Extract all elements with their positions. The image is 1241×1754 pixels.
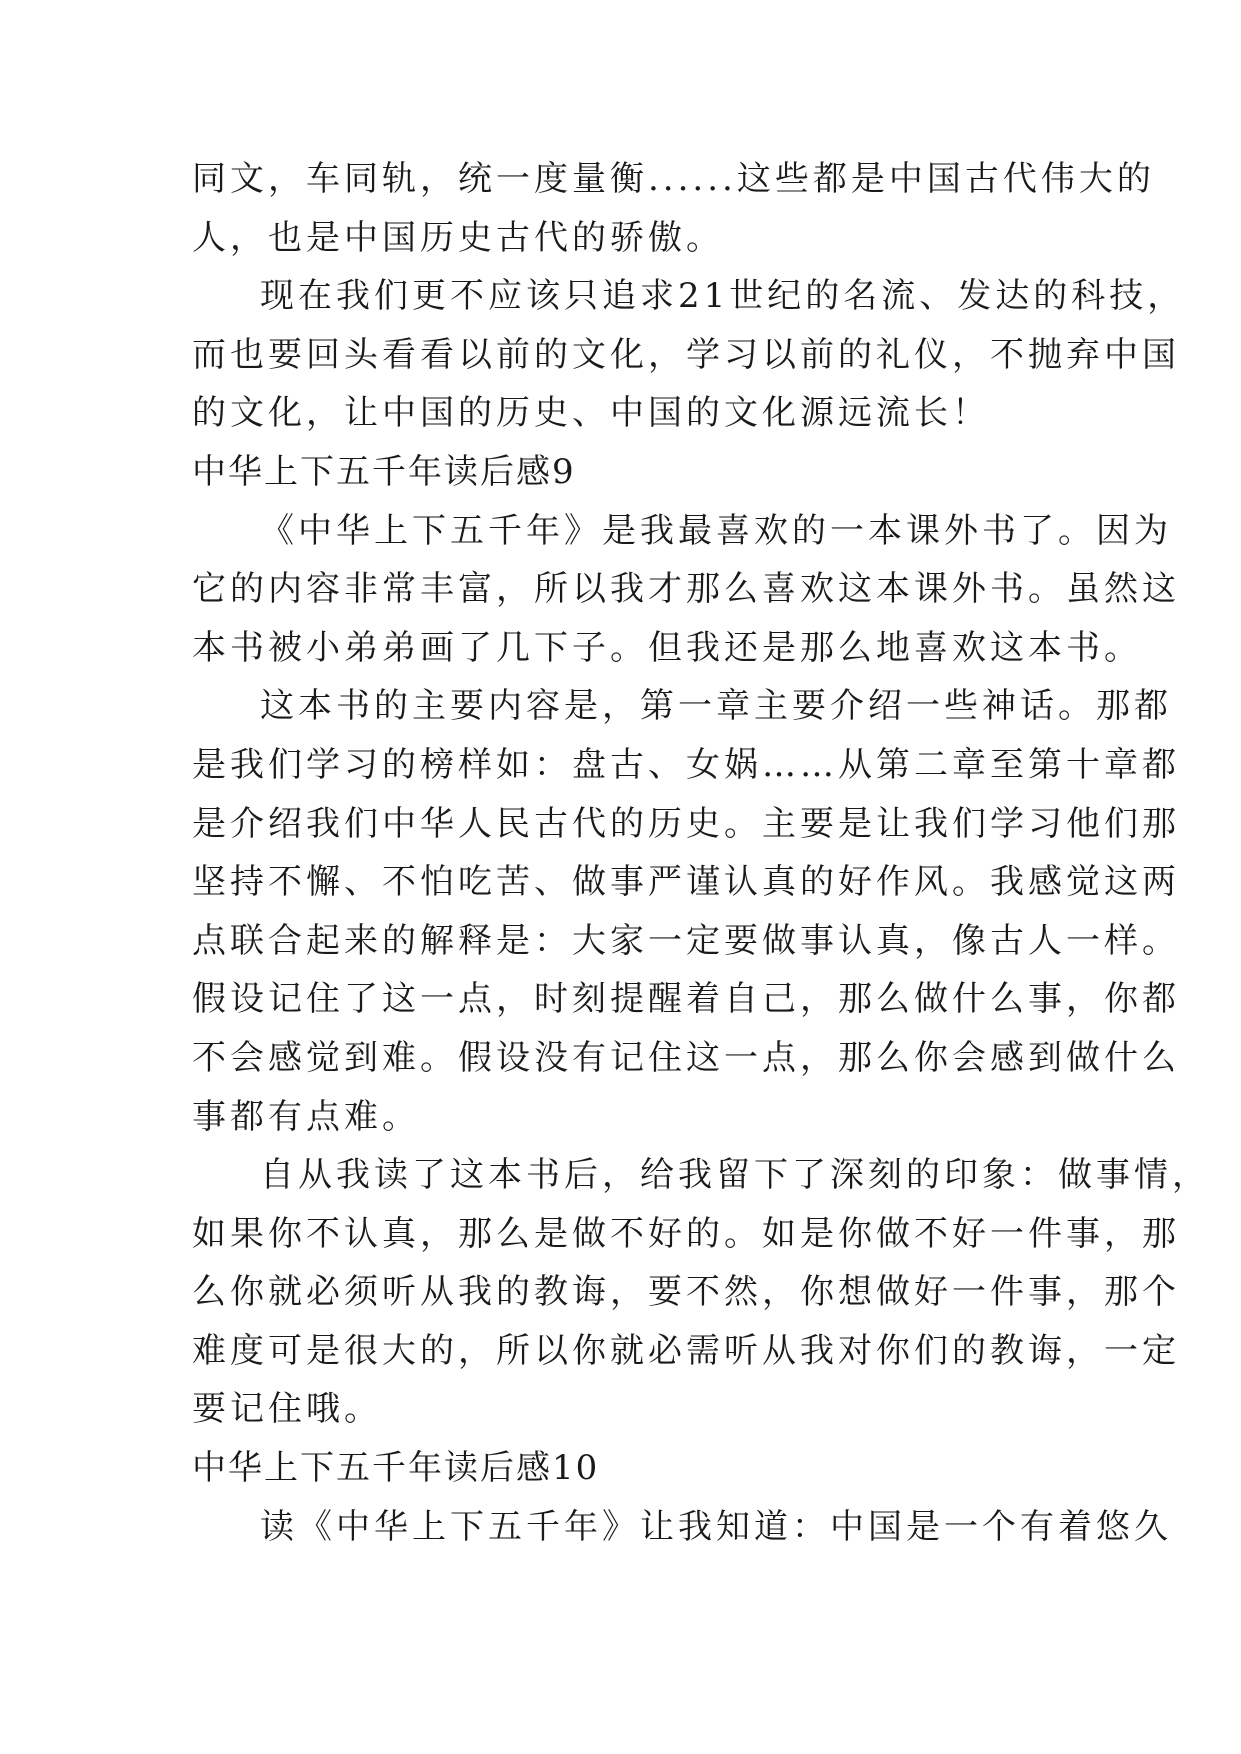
text-line: 是我们学习的榜样如：盘古、女娲……从第二章至第十章都 bbox=[192, 744, 1180, 785]
text-line: 要记住哦。 bbox=[192, 1389, 382, 1430]
document-page bbox=[192, 150, 1210, 1556]
text-line: 人，也是中国历史古代的骄傲。 bbox=[192, 217, 724, 258]
text-line: 么你就必须听从我的教诲，要不然，你想做好一件事，那个 bbox=[192, 1272, 1180, 1313]
text-line: 《中华上下五千年》是我最喜欢的一本课外书了。因为 bbox=[260, 510, 1172, 551]
text-line: 难度可是很大的，所以你就必需听从我对你们的教诲，一定 bbox=[192, 1330, 1180, 1371]
text-line: 这本书的主要内容是，第一章主要介绍一些神话。那都 bbox=[260, 686, 1172, 727]
text-line: 点联合起来的解释是：大家一定要做事认真，像古人一样。 bbox=[192, 920, 1180, 961]
text-line: 的文化，让中国的历史、中国的文化源远流长！ bbox=[192, 393, 990, 434]
text-line: 事都有点难。 bbox=[192, 1096, 420, 1137]
text-line: 是介绍我们中华人民古代的历史。主要是让我们学习他们那 bbox=[192, 803, 1180, 844]
text-line: 读《中华上下五千年》让我知道：中国是一个有着悠久 bbox=[260, 1506, 1172, 1547]
section-heading: 中华上下五千年读后感9 bbox=[192, 451, 576, 492]
text-line: 本书被小弟弟画了几下子。但我还是那么地喜欢这本书。 bbox=[192, 627, 1142, 668]
text-line: 现在我们更不应该只追求21世纪的名流、发达的科技， bbox=[260, 276, 1186, 317]
text-line: 而也要回头看看以前的文化，学习以前的礼仪，不抛弃中国 bbox=[192, 334, 1180, 375]
text-line: 不会感觉到难。假设没有记住这一点，那么你会感到做什么 bbox=[192, 1037, 1180, 1078]
text-line: 同文，车同轨，统一度量衡......这些都是中国古代伟大的 bbox=[192, 159, 1155, 199]
text-line: 坚持不懈、不怕吃苦、做事严谨认真的好作风。我感觉这两 bbox=[192, 862, 1180, 903]
text-line: 假设记住了这一点，时刻提醒着自己，那么做什么事，你都 bbox=[192, 979, 1180, 1020]
text-line: 如果你不认真，那么是做不好的。如是你做不好一件事，那 bbox=[192, 1213, 1180, 1254]
text-line: 它的内容非常丰富，所以我才那么喜欢这本课外书。虽然这 bbox=[192, 569, 1180, 610]
section-heading: 中华上下五千年读后感10 bbox=[192, 1448, 600, 1489]
text-line: 自从我读了这本书后，给我留下了深刻的印象：做事情， bbox=[260, 1155, 1210, 1196]
